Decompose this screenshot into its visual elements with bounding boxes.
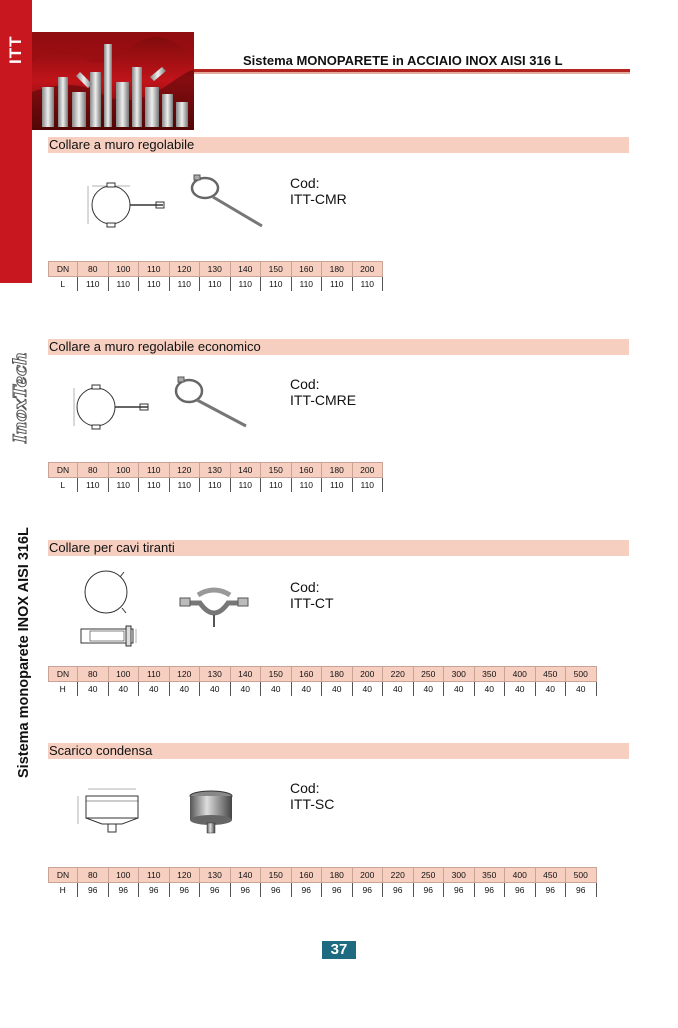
value-cell: 40 [566, 682, 597, 697]
dn-cell: 130 [200, 667, 231, 682]
value-cell: 40 [535, 682, 566, 697]
section-bar-cmre [48, 339, 629, 355]
dn-cell: 150 [261, 667, 292, 682]
value-cell: 110 [352, 478, 383, 493]
dn-cell: 110 [139, 463, 170, 478]
value-cell: 96 [322, 883, 353, 898]
dimension-table-ct [48, 666, 597, 696]
section-bar-sc [48, 743, 629, 759]
row-label: DN [49, 868, 78, 883]
value-cell: 110 [200, 478, 231, 493]
value-cell: 96 [139, 883, 170, 898]
value-cell: 110 [108, 277, 139, 292]
dn-cell: 140 [230, 667, 261, 682]
dn-cell: 120 [169, 868, 200, 883]
dn-cell: 200 [352, 463, 383, 478]
dn-cell: 220 [383, 868, 414, 883]
dn-cell: 200 [352, 262, 383, 277]
value-cell: 96 [352, 883, 383, 898]
dn-cell: 120 [169, 463, 200, 478]
value-cell: 40 [444, 682, 475, 697]
dn-cell: 250 [413, 868, 444, 883]
dn-cell: 300 [444, 868, 475, 883]
dn-cell: 100 [108, 667, 139, 682]
dn-cell: 140 [230, 463, 261, 478]
header-flue-photo [32, 32, 194, 130]
page-number: 37 [322, 941, 356, 959]
dn-cell: 200 [352, 868, 383, 883]
dn-cell: 400 [505, 868, 536, 883]
product-code: ITT-SC [290, 796, 335, 812]
value-cell: 96 [505, 883, 536, 898]
value-cell: 40 [139, 682, 170, 697]
section-bar-ct [48, 540, 629, 556]
dn-cell: 100 [108, 463, 139, 478]
dn-cell: 80 [78, 868, 109, 883]
value-cell: 110 [291, 277, 322, 292]
value-cell: 110 [261, 277, 292, 292]
product-code: ITT-CT [290, 595, 334, 611]
dn-cell: 120 [169, 667, 200, 682]
value-cell: 40 [413, 682, 444, 697]
value-cell: 96 [261, 883, 292, 898]
dimension-table-cmr [48, 261, 383, 291]
section-title: Scarico condensa [49, 743, 153, 758]
dn-cell: 110 [139, 868, 170, 883]
dn-cell: 300 [444, 667, 475, 682]
dn-cell: 160 [291, 262, 322, 277]
dn-cell: 180 [322, 262, 353, 277]
dn-cell: 180 [322, 868, 353, 883]
dimension-table-sc [48, 867, 597, 897]
dn-cell: 100 [108, 868, 139, 883]
inoxtech-logo [10, 351, 32, 445]
value-cell: 96 [200, 883, 231, 898]
value-cell: 96 [535, 883, 566, 898]
value-cell: 110 [230, 478, 261, 493]
ct-product-image [178, 585, 258, 635]
dn-cell: 80 [78, 667, 109, 682]
dn-cell: 130 [200, 262, 231, 277]
cmr-technical-drawing [78, 180, 178, 230]
dn-cell: 400 [505, 667, 536, 682]
dn-cell: 130 [200, 868, 231, 883]
value-cell: 40 [108, 682, 139, 697]
value-cell: 110 [169, 277, 200, 292]
value-cell: 110 [169, 478, 200, 493]
row-label: DN [49, 667, 78, 682]
dn-cell: 500 [566, 667, 597, 682]
product-code: ITT-CMRE [290, 392, 357, 408]
value-cell: 40 [169, 682, 200, 697]
row-label: L [49, 277, 78, 292]
row-label: DN [49, 262, 78, 277]
header-title: Sistema MONOPARETE in ACCIAIO INOX AISI 316 L [243, 53, 563, 68]
dn-cell: 160 [291, 868, 322, 883]
dn-cell: 150 [261, 868, 292, 883]
value-cell: 40 [352, 682, 383, 697]
cod-label: Cod: [290, 579, 320, 595]
dn-cell: 450 [535, 868, 566, 883]
value-cell: 96 [169, 883, 200, 898]
value-cell: 96 [383, 883, 414, 898]
section-bar-cmr [48, 137, 629, 153]
dn-cell: 80 [78, 262, 109, 277]
value-cell: 96 [230, 883, 261, 898]
row-label: DN [49, 463, 78, 478]
dn-cell: 350 [474, 868, 505, 883]
sc-product-image [188, 790, 238, 840]
dn-cell: 150 [261, 463, 292, 478]
value-cell: 40 [383, 682, 414, 697]
section-title: Collare a muro regolabile economico [49, 339, 261, 354]
header-rule-shadow [194, 72, 630, 74]
value-cell: 40 [291, 682, 322, 697]
cod-label: Cod: [290, 376, 320, 392]
value-cell: 110 [322, 277, 353, 292]
section-title: Collare per cavi tiranti [49, 540, 175, 555]
value-cell: 96 [566, 883, 597, 898]
value-cell: 110 [352, 277, 383, 292]
dn-cell: 110 [139, 262, 170, 277]
value-cell: 110 [108, 478, 139, 493]
value-cell: 110 [291, 478, 322, 493]
dn-cell: 450 [535, 667, 566, 682]
cmr-product-image [188, 174, 268, 234]
value-cell: 110 [78, 478, 109, 493]
value-cell: 40 [200, 682, 231, 697]
side-title [16, 527, 40, 1028]
brand-mark-text: ITT [6, 35, 25, 64]
cod-label: Cod: [290, 780, 320, 796]
dn-cell: 110 [139, 667, 170, 682]
row-label: L [49, 478, 78, 493]
dn-cell: 200 [352, 667, 383, 682]
dn-cell: 140 [230, 868, 261, 883]
product-code: ITT-CMR [290, 191, 347, 207]
value-cell: 40 [474, 682, 505, 697]
dn-cell: 250 [413, 667, 444, 682]
value-cell: 110 [139, 478, 170, 493]
dn-cell: 180 [322, 463, 353, 478]
cmre-technical-drawing [68, 382, 168, 432]
dn-cell: 160 [291, 667, 322, 682]
value-cell: 96 [444, 883, 475, 898]
section-title: Collare a muro regolabile [49, 137, 195, 152]
dn-cell: 220 [383, 667, 414, 682]
dn-cell: 100 [108, 262, 139, 277]
brand-mark [4, 30, 30, 70]
inoxtech-logo-text: InoxTech [10, 351, 31, 443]
dn-cell: 80 [78, 463, 109, 478]
value-cell: 40 [322, 682, 353, 697]
row-label: H [49, 883, 78, 898]
value-cell: 96 [78, 883, 109, 898]
dn-cell: 350 [474, 667, 505, 682]
dn-cell: 180 [322, 667, 353, 682]
value-cell: 40 [505, 682, 536, 697]
dn-cell: 500 [566, 868, 597, 883]
value-cell: 96 [291, 883, 322, 898]
value-cell: 96 [108, 883, 139, 898]
row-label: H [49, 682, 78, 697]
sc-technical-drawing [74, 784, 154, 844]
value-cell: 96 [413, 883, 444, 898]
dn-cell: 130 [200, 463, 231, 478]
dn-cell: 150 [261, 262, 292, 277]
value-cell: 110 [200, 277, 231, 292]
value-cell: 40 [78, 682, 109, 697]
dn-cell: 140 [230, 262, 261, 277]
value-cell: 110 [261, 478, 292, 493]
value-cell: 40 [230, 682, 261, 697]
dn-cell: 120 [169, 262, 200, 277]
cmre-product-image [172, 376, 252, 436]
value-cell: 110 [139, 277, 170, 292]
side-title-text: Sistema monoparete INOX AISI 316L [16, 527, 32, 778]
cod-label: Cod: [290, 175, 320, 191]
value-cell: 110 [322, 478, 353, 493]
ct-technical-drawing [76, 564, 156, 654]
dn-cell: 160 [291, 463, 322, 478]
value-cell: 96 [474, 883, 505, 898]
value-cell: 110 [230, 277, 261, 292]
value-cell: 40 [261, 682, 292, 697]
value-cell: 110 [78, 277, 109, 292]
dimension-table-cmre [48, 462, 383, 492]
